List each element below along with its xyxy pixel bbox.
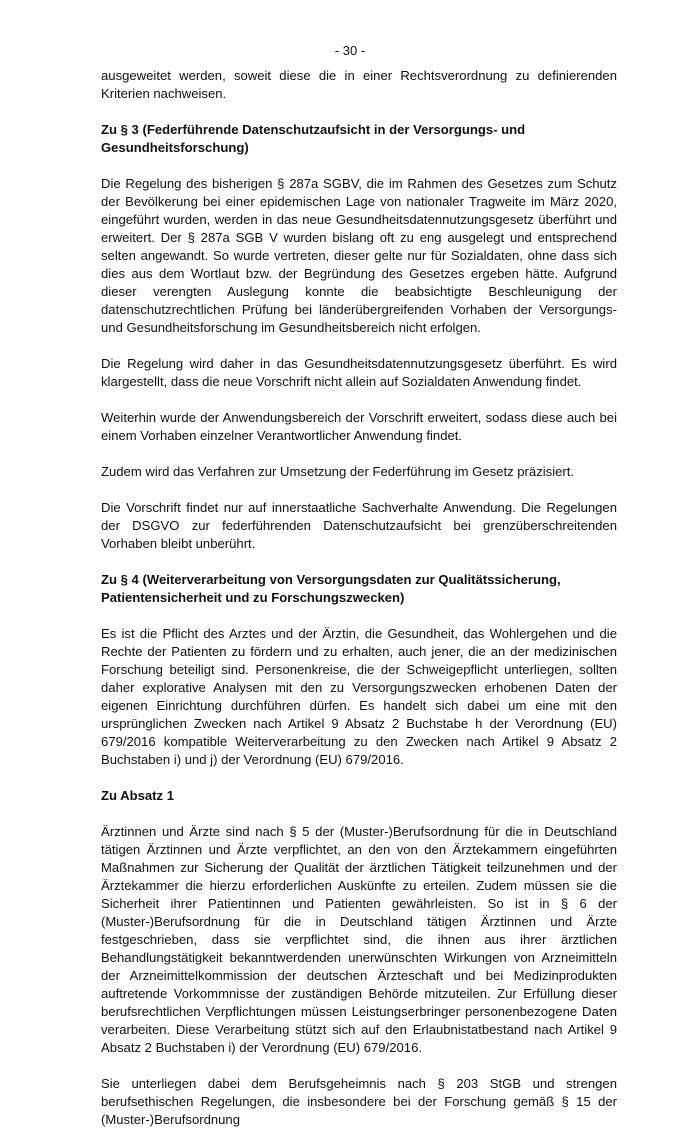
paragraph: Zudem wird das Verfahren zur Umsetzung der Federführung im Gesetz präzisiert. — [101, 464, 575, 479]
paragraph: Ärztinnen und Ärzte sind nach § 5 der (Muster-)Berufsordnung für die in Deutschland tätigen Ärztinnen und Ärzte verpflichtet, an den von den Ärztekammern eingeführten Maßnahmen zur Sicherung der Qualität der ärztlichen Tätigkeit teilzunehmen und der Ärztekammer die hierzu erforderlichen Auskünfte zu erteilen. Zudem müssen sie die Sicherheit ihrer Patientinnen und Patienten gewährleisten. So ist in § 6 der (Muster-)Berufsordnung für die in Deutschland tätigen Ärztinnen und Ärzte festgeschrieben, dass sie verpflichtet sind, die ihnen aus ihrer ärztlichen Behandlungstätigkeit bekanntwerdenden unerwünschten Wirkungen von Arzneimitteln der Arzneimittelkommission der deutschen Ärzteschaft und bei Medizinprodukten auftretende Vorkommnisse der zuständigen Behörde mitzuteilen. Zur Erfüllung dieser berufsrechtlichen Verpflichtungen müssen Leistungserbringer personenbezogene Daten verarbeiten. Diese Verarbeitung stützt sich auf den Erlaubnistatbestand nach Artikel 9 Absatz 2 Buchstaben i) der Verordnung (EU) 679/2016. — [101, 824, 617, 1055]
paragraph: Die Vorschrift findet nur auf innerstaatliche Sachverhalte Anwendung. Die Regelungen der DSGVO zur federführenden Datenschutzaufsicht bei grenzüberschreitenden Vorhaben bleibt unberührt. — [101, 500, 617, 551]
paragraph: Die Regelung des bisherigen § 287a SGBV, die im Rahmen des Gesetzes zum Schutz der Bevölkerung bei einer epidemischen Lage von nationaler Tragweite im März 2020, eingeführt wurden, werden in das neue Gesundheitsdatennutzungsgesetz überführt und erweitert. Der § 287a SGB V wurden bislang oft zu eng ausgelegt und entsprechend selten angewandt. So wurde vertreten, dieser gelte nur für Sozialdaten, ohne dass sich dies aus dem Wortlaut bzw. der Begründung des Gesetzes ergeben hätte. Aufgrund dieser verengten Auslegung konnte die beabsichtigte Beschleunigung der datenschutzrechtlichen Prüfung bei länderübergreifenden Vorhaben der Versorgungs- und Gesundheitsforschung im Gesundheitsbereich nicht erfolgen. — [101, 176, 617, 335]
section-heading: Zu Absatz 1 — [101, 788, 174, 803]
paragraph: ausgeweitet werden, soweit diese die in einer Rechtsverordnung zu definierenden Kriterien nachweisen. — [101, 68, 617, 101]
section-heading: Zu § 3 (Federführende Datenschutzaufsicht in der Versorgungs- und Gesundheitsforschung) — [101, 122, 526, 155]
section-heading: Zu § 4 (Weiterverarbeitung von Versorgungsdaten zur Qualitätssicherung, Patientensicherheit und zu Forschungszwecken) — [101, 572, 561, 605]
paragraph: Sie unterliegen dabei dem Berufsgeheimnis nach § 203 StGB und strengen berufsethischen Regelungen, die insbesondere bei der Forschung gemäß § 15 der (Muster-)Berufsordnung — [101, 1076, 617, 1127]
paragraph: Weiterhin wurde der Anwendungsbereich der Vorschrift erweitert, sodass diese auch bei einem Vorhaben einzelner Verantwortlicher Anwendung findet. — [101, 410, 617, 443]
document-body — [101, 67, 617, 1147]
page-number: - 30 - — [334, 43, 366, 58]
paragraph: Die Regelung wird daher in das Gesundheitsdatennutzungsgesetz überführt. Es wird klargestellt, dass die neue Vorschrift nicht allein auf Sozialdaten Anwendung findet. — [101, 356, 617, 389]
paragraph: Es ist die Pflicht des Arztes und der Ärztin, die Gesundheit, das Wohlergehen und die Rechte der Patienten zu fördern und zu erhalten, auch jener, die an der medizinischen Forschung beteiligt sind. Personenkreise, die der Schweigepflicht unterliegen, sollten daher explorative Analysen mit den zu Versorgungszwecken erhobenen Daten der eigenen Einrichtung durchführen dürfen. Es handelt sich dabei um eine mit den ursprünglichen Zwecken nach Artikel 9 Absatz 2 Buchstabe h der Verordnung (EU) 679/2016 kompatible Weiterverarbeitung zu den Zwecken nach Artikel 9 Absatz 2 Buchstaben i) und j) der Verordnung (EU) 679/2016. — [101, 626, 617, 767]
